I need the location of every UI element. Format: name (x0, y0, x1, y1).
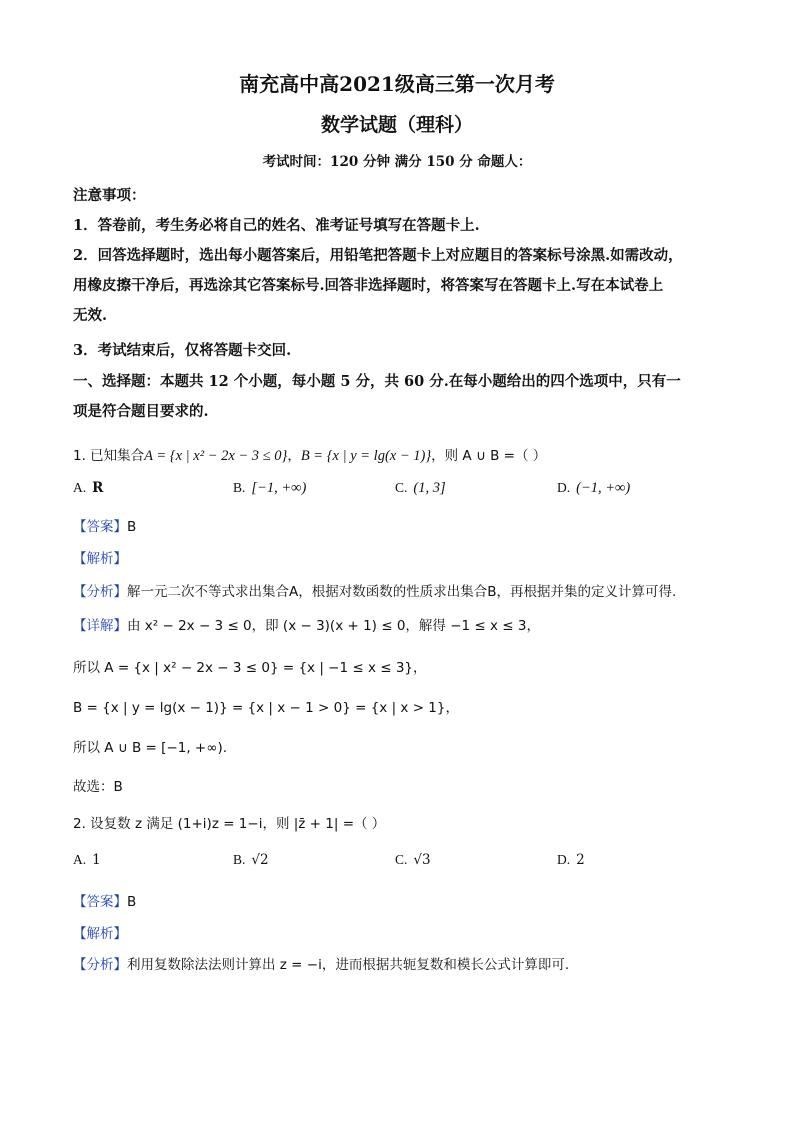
q2-option-a: A. 1 (73, 852, 101, 868)
answer-tag: 【答案】 (73, 519, 127, 535)
q1-option-b: B. [−1, +∞) (233, 480, 307, 496)
q1-option-d: D. (−1, +∞) (557, 480, 631, 496)
q1-prefix: 1. 已知集合 (73, 448, 145, 464)
q1-analysis-tag: 【解析】 (73, 551, 127, 567)
note-2-line-3: 无效. (73, 307, 108, 324)
question-1-stem (73, 444, 546, 465)
q1-set-a: A = {x | x² − 2x − 3 ≤ 0} (144, 448, 288, 464)
note-2-line-1: 2．回答选择题时，选出每小题答案后，用铅笔把答题卡上对应题目的答案标号涂黑.如需改动， (73, 247, 683, 264)
q1-option-c: C. (1, 3] (395, 480, 446, 496)
q2-analysis-tag: 【解析】 (73, 926, 127, 942)
q1-detail-line-c: 所以 A ∪ B = [−1, +∞). (73, 740, 228, 756)
note-2-line-2: 用橡皮擦干净后，再选涂其它答案标号.回答非选择题时，将答案写在答题卡上.写在本试卷上 (73, 277, 664, 294)
q2-fenxi: 【分析】利用复数除法法则计算出 z = −i，进而根据共轭复数和模长公式计算即可. (73, 957, 570, 973)
q2-option-c: C. √3 (395, 852, 431, 868)
q1-detail-line-a: 所以 A = {x | x² − 2x − 3 ≤ 0} = {x | −1 ≤ x ≤ 3}， (73, 660, 427, 676)
q1-option-a: A. R (73, 480, 104, 496)
q1-detail: 【详解】由 x² − 2x − 3 ≤ 0，即 (x − 3)(x + 1) ≤ 0，解得 −1 ≤ x ≤ 3， (73, 618, 540, 634)
section-heading-line-1: 一、选择题：本题共 12 个小题，每小题 5 分，共 60 分.在每小题给出的四个选项中，只有一 (73, 373, 681, 390)
q1-detail-line-b: B = {x | y = lg(x − 1)} = {x | x − 1 > 0} = {x | x > 1}， (73, 700, 459, 716)
q2-answer: 【答案】B (73, 894, 137, 910)
q1-suffix: ，则 A ∪ B =（ ） (431, 448, 547, 464)
q1-set-b: B = {x | y = lg(x − 1)} (300, 448, 432, 464)
note-3: 3．考试结束后，仅将答题卡交回. (73, 342, 292, 359)
notes-heading: 注意事项： (73, 187, 146, 204)
q1-fenxi: 【分析】解一元二次不等式求出集合A，根据对数函数的性质求出集合B，再根据并集的定义计算可得. (73, 584, 677, 600)
q2-option-b: B. √2 (233, 852, 269, 868)
exam-title: 南充高中高2021级高三第一次月考 (239, 72, 555, 96)
q1-answer: 【答案】B (73, 519, 137, 535)
q1-comma: ， (287, 448, 301, 464)
note-1: 1．答卷前，考生务必将自己的姓名、准考证号填写在答题卡上. (73, 217, 480, 234)
exam-subtitle: 数学试题（理科） (320, 114, 473, 136)
question-2-stem: 2. 设复数 z 满足 (1+i)z = 1−i，则 |z̄ + 1| =（ ） (73, 816, 386, 832)
section-heading-line-2: 项是符合题目要求的. (73, 403, 209, 420)
exam-info: 考试时间：120 分钟 满分 150 分 命题人： (262, 154, 532, 170)
q2-option-d: D. 2 (557, 852, 585, 868)
q1-choose: 故选：B (73, 779, 123, 795)
